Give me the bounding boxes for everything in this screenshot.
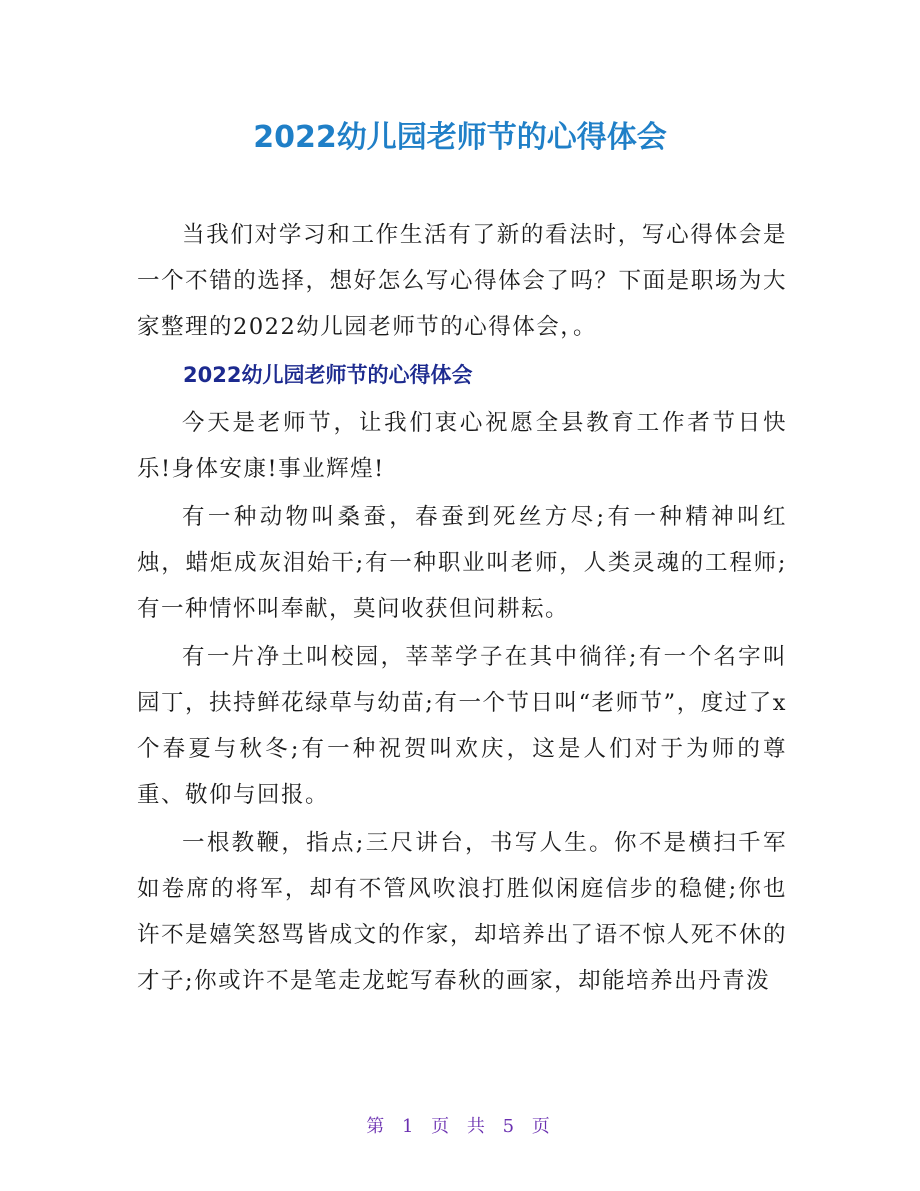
body-paragraph-4: 一根教鞭，指点;三尺讲台，书写人生。你不是横扫千军如卷席的将军，却有不管风吹浪打胜似闲庭信步的稳健;你也许不是嬉笑怒骂皆成文的作家，却培养出了语不惊人死不休的才子;你或许不是笔走龙蛇写春秋的画家，却能培养出丹青泼 (137, 830, 787, 994)
section-heading: 2022幼儿园老师节的心得体会 (183, 363, 473, 387)
body-paragraph-3: 有一片净土叫校园，莘莘学子在其中徜徉;有一个名字叫园丁，扶持鲜花绿草与幼苗;有一个节日叫“老师节”，度过了x个春夏与秋冬;有一种祝贺叫欢庆，这是人们对于为师的尊重、敬仰与回报。 (137, 644, 787, 808)
document-title: 2022幼儿园老师节的心得体会 (253, 120, 667, 155)
body-paragraph-2: 有一种动物叫桑蚕，春蚕到死丝方尽;有一种精神叫红烛，蜡炬成灰泪始干;有一种职业叫老师，人类灵魂的工程师;有一种情怀叫奉献，莫问收获但问耕耘。 (137, 504, 787, 622)
page-number-footer: 第 1 页 共 5 页 (366, 1116, 554, 1137)
intro-paragraph: 当我们对学习和工作生活有了新的看法时，写心得体会是一个不错的选择，想好怎么写心得体会了吗？下面是职场为大家整理的2022幼儿园老师节的心得体会，。 (137, 222, 787, 340)
body-paragraph-1: 今天是老师节，让我们衷心祝愿全县教育工作者节日快乐!身体安康!事业辉煌! (137, 410, 787, 482)
document-body (137, 212, 787, 1004)
